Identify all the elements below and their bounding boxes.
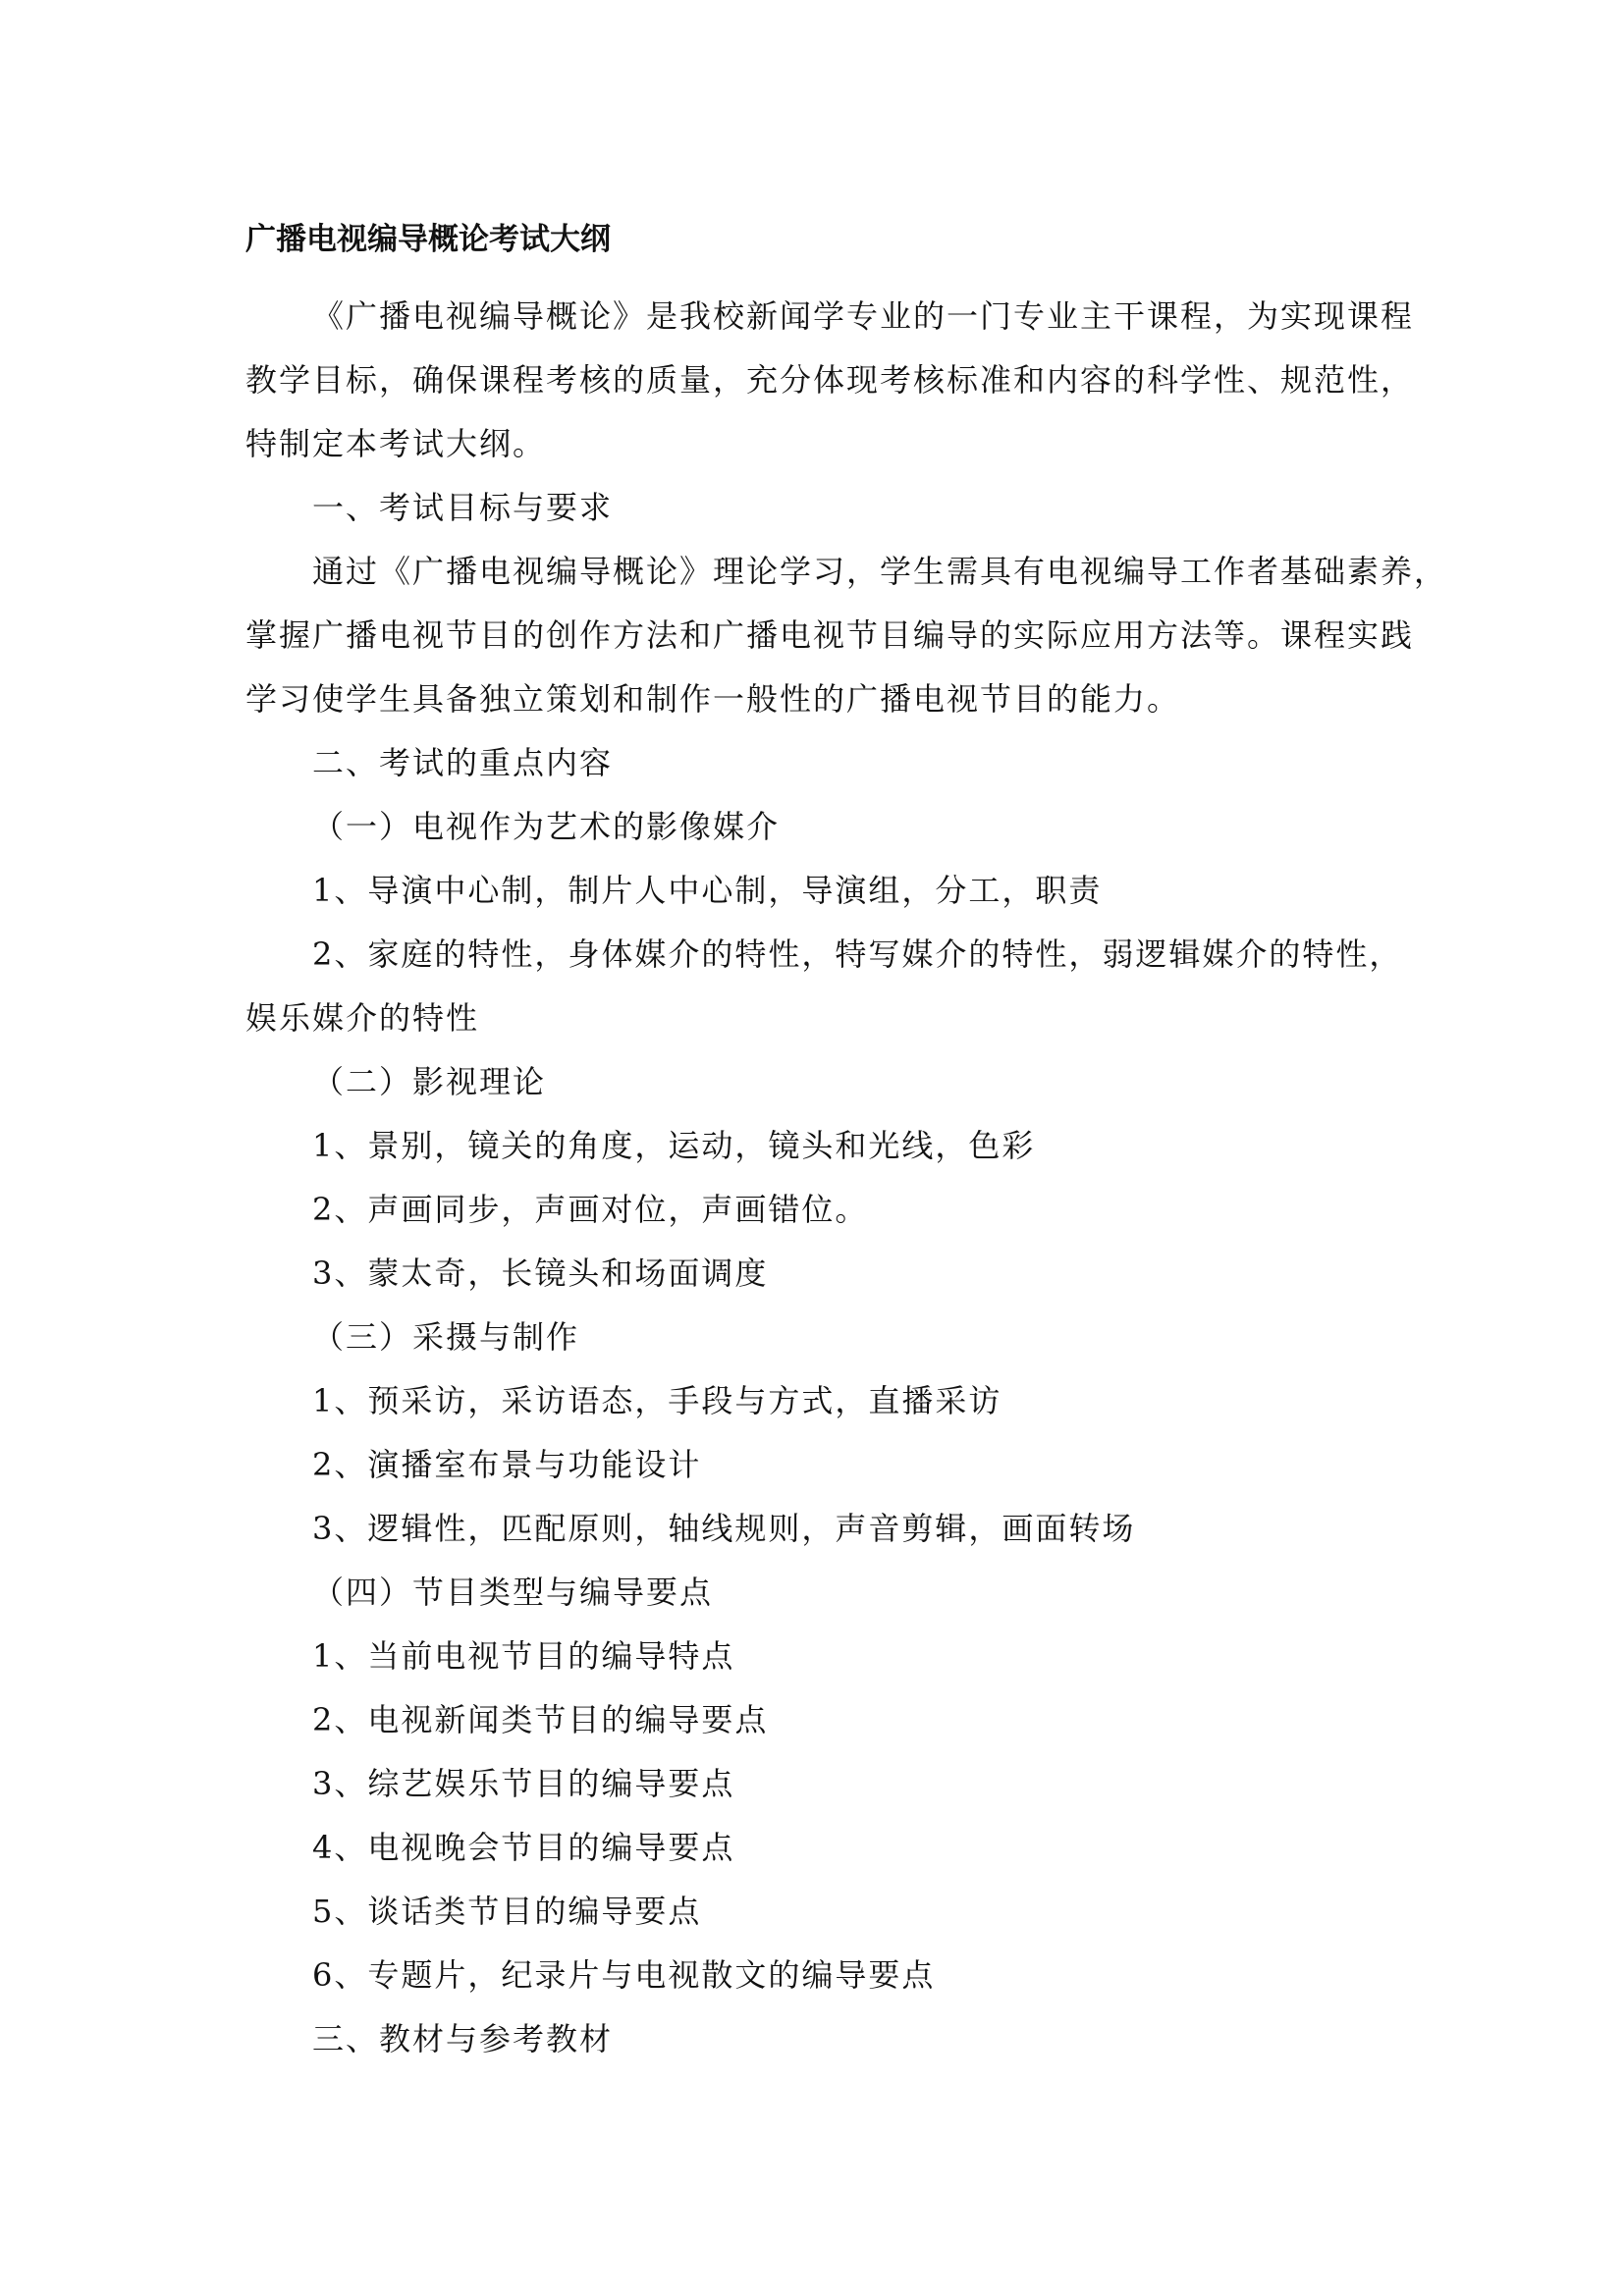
list-item: 5、谈话类节目的编导要点	[312, 1893, 702, 1930]
list-item: 1、导演中心制，制片人中心制，导演组，分工，职责	[312, 872, 1103, 909]
intro-line: 特制定本考试大纲。	[245, 425, 547, 462]
intro-line: 教学目标，确保课程考核的质量，充分体现考核标准和内容的科学性、规范性，	[245, 361, 1415, 399]
list-item: 3、综艺娱乐节目的编导要点	[312, 1765, 735, 1802]
list-item: 6、专题片，纪录片与电视散文的编导要点	[312, 1956, 936, 1994]
section-1-line: 掌握广播电视节目的创作方法和广播电视节目编导的实际应用方法等。课程实践	[245, 616, 1415, 654]
section-1-heading: 一、考试目标与要求	[312, 489, 614, 526]
section-3-heading: 三、教材与参考教材	[312, 2020, 614, 2057]
section-1-line: 学习使学生具备独立策划和制作一般性的广播电视节目的能力。	[245, 680, 1181, 718]
part-2-heading: （二）影视理论	[312, 1063, 547, 1100]
document-body	[245, 285, 1448, 2071]
intro-line: 《广播电视编导概论》是我校新闻学专业的一门专业主干课程，为实现课程	[312, 297, 1415, 335]
list-item: 2、演播室布景与功能设计	[312, 1446, 702, 1483]
section-1-line: 通过《广播电视编导概论》理论学习，学生需具有电视编导工作者基础素养，	[312, 553, 1448, 590]
list-item: 1、当前电视节目的编导特点	[312, 1637, 735, 1675]
part-1-heading: （一）电视作为艺术的影像媒介	[312, 808, 781, 845]
section-2-heading: 二、考试的重点内容	[312, 744, 614, 781]
document-title: 广播电视编导概论考试大纲	[245, 222, 611, 257]
list-item: 2、声画同步，声画对位，声画错位。	[312, 1191, 869, 1228]
part-3-heading: （三）采摄与制作	[312, 1318, 580, 1356]
list-item: 2、电视新闻类节目的编导要点	[312, 1701, 769, 1738]
list-item: 2、家庭的特性，身体媒介的特性，特写媒介的特性，弱逻辑媒介的特性，	[312, 935, 1403, 973]
list-item: 3、逻辑性，匹配原则，轴线规则，声音剪辑，画面转场	[312, 1510, 1136, 1547]
list-item: 1、景别，镜关的角度，运动，镜头和光线，色彩	[312, 1127, 1036, 1164]
list-item: 1、预采访，采访语态，手段与方式，直播采访	[312, 1382, 1002, 1419]
list-item: 3、蒙太奇，长镜头和场面调度	[312, 1255, 769, 1292]
part-4-heading: （四）节目类型与编导要点	[312, 1574, 714, 1611]
list-item: 4、电视晚会节目的编导要点	[312, 1829, 735, 1866]
list-item-continuation: 娱乐媒介的特性	[245, 999, 480, 1037]
